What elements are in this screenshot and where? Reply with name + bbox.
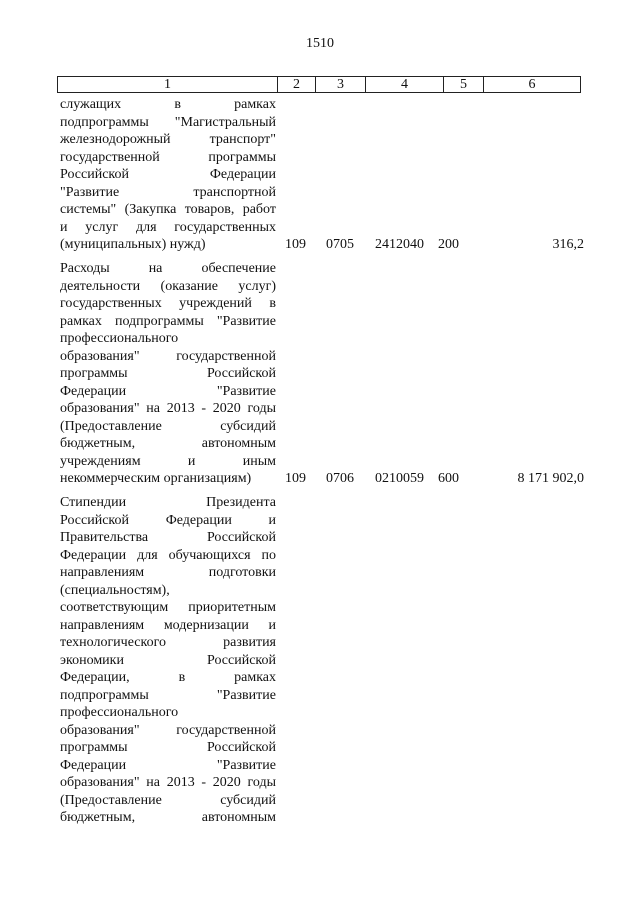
column-header-2: 2 <box>278 77 316 92</box>
description-line: подпрограммы "Развитие <box>60 687 276 703</box>
description-line: соответствующим приоритетным <box>60 600 276 615</box>
row-col5: 600 <box>438 471 459 486</box>
row-col2: 109 <box>285 237 306 252</box>
description-line: Федерации, в рамках <box>60 670 276 685</box>
description-line: Стипендии Президента <box>60 495 276 510</box>
row-col3: 0705 <box>326 237 354 252</box>
row-col6: 316,2 <box>552 237 584 252</box>
description-line: государственной программы <box>60 149 276 165</box>
description-line: (специальностям), <box>60 582 170 598</box>
description-line: технологического развития <box>60 635 276 650</box>
table-row <box>60 494 276 827</box>
description-line: учреждениям и иным <box>60 453 276 469</box>
description-line: служащих в рамках <box>60 97 276 112</box>
description-line: Федерации для обучающихся по <box>60 547 276 563</box>
description-line: профессионального <box>60 331 179 346</box>
description-line: Российской Федерации <box>60 167 276 182</box>
row-col6: 8 171 902,0 <box>517 471 584 486</box>
column-header-6: 6 <box>528 77 536 92</box>
description-line: деятельности (оказание услуг) <box>60 278 276 294</box>
description-line: образования" государственной <box>60 722 276 738</box>
page-number: 1510 <box>306 36 334 51</box>
description-line: образования" на 2013 - 2020 годы <box>60 401 276 416</box>
description-line: программы Российской <box>60 740 276 755</box>
description-line: подпрограммы "Магистральный <box>60 114 276 130</box>
row-col4: 0210059 <box>375 471 424 486</box>
description-line: некоммерческим организациям) <box>60 471 252 486</box>
description-line: Расходы на обеспечение <box>60 261 276 276</box>
row-col3: 0706 <box>326 471 354 486</box>
description-line: (муниципальных) нужд) <box>60 237 206 252</box>
description-line: железнодорожный транспорт" <box>60 132 276 147</box>
description-line: бюджетным, автономным <box>60 436 276 451</box>
table-header-row <box>57 76 581 93</box>
table-row <box>60 260 276 488</box>
description-line: рамках подпрограммы "Развитие <box>60 313 276 329</box>
description-line: профессионального <box>60 705 179 720</box>
description-line: системы" (Закупка товаров, работ <box>60 202 276 217</box>
description-line: (Предоставление субсидий <box>60 418 276 434</box>
description-line: образования" на 2013 - 2020 годы <box>60 775 276 790</box>
description-line: "Развитие транспортной <box>60 184 276 200</box>
description-line: (Предоставление субсидий <box>60 792 276 808</box>
description-line: Федерации "Развитие <box>60 757 276 773</box>
description-line: Правительства Российской <box>60 530 276 545</box>
row-col4: 2412040 <box>375 237 424 252</box>
description-line: и услуг для государственных <box>60 219 276 235</box>
table-row <box>60 96 276 254</box>
column-header-1: 1 <box>58 77 278 92</box>
description-line: направлениям модернизации и <box>60 617 276 633</box>
description-line: программы Российской <box>60 366 276 381</box>
description-line: бюджетным, автономным <box>60 810 276 825</box>
column-header-4: 4 <box>366 77 444 92</box>
row-col2: 109 <box>285 471 306 486</box>
column-header-3: 3 <box>316 77 366 92</box>
description-line: экономики Российской <box>60 652 276 668</box>
description-line: образования" государственной <box>60 348 276 364</box>
description-line: Российской Федерации и <box>60 512 276 528</box>
row-col5: 200 <box>438 237 459 252</box>
description-line: Федерации "Развитие <box>60 383 276 399</box>
description-line: направлениям подготовки <box>60 565 276 580</box>
column-header-5: 5 <box>444 77 484 92</box>
description-line: государственных учреждений в <box>60 296 276 311</box>
